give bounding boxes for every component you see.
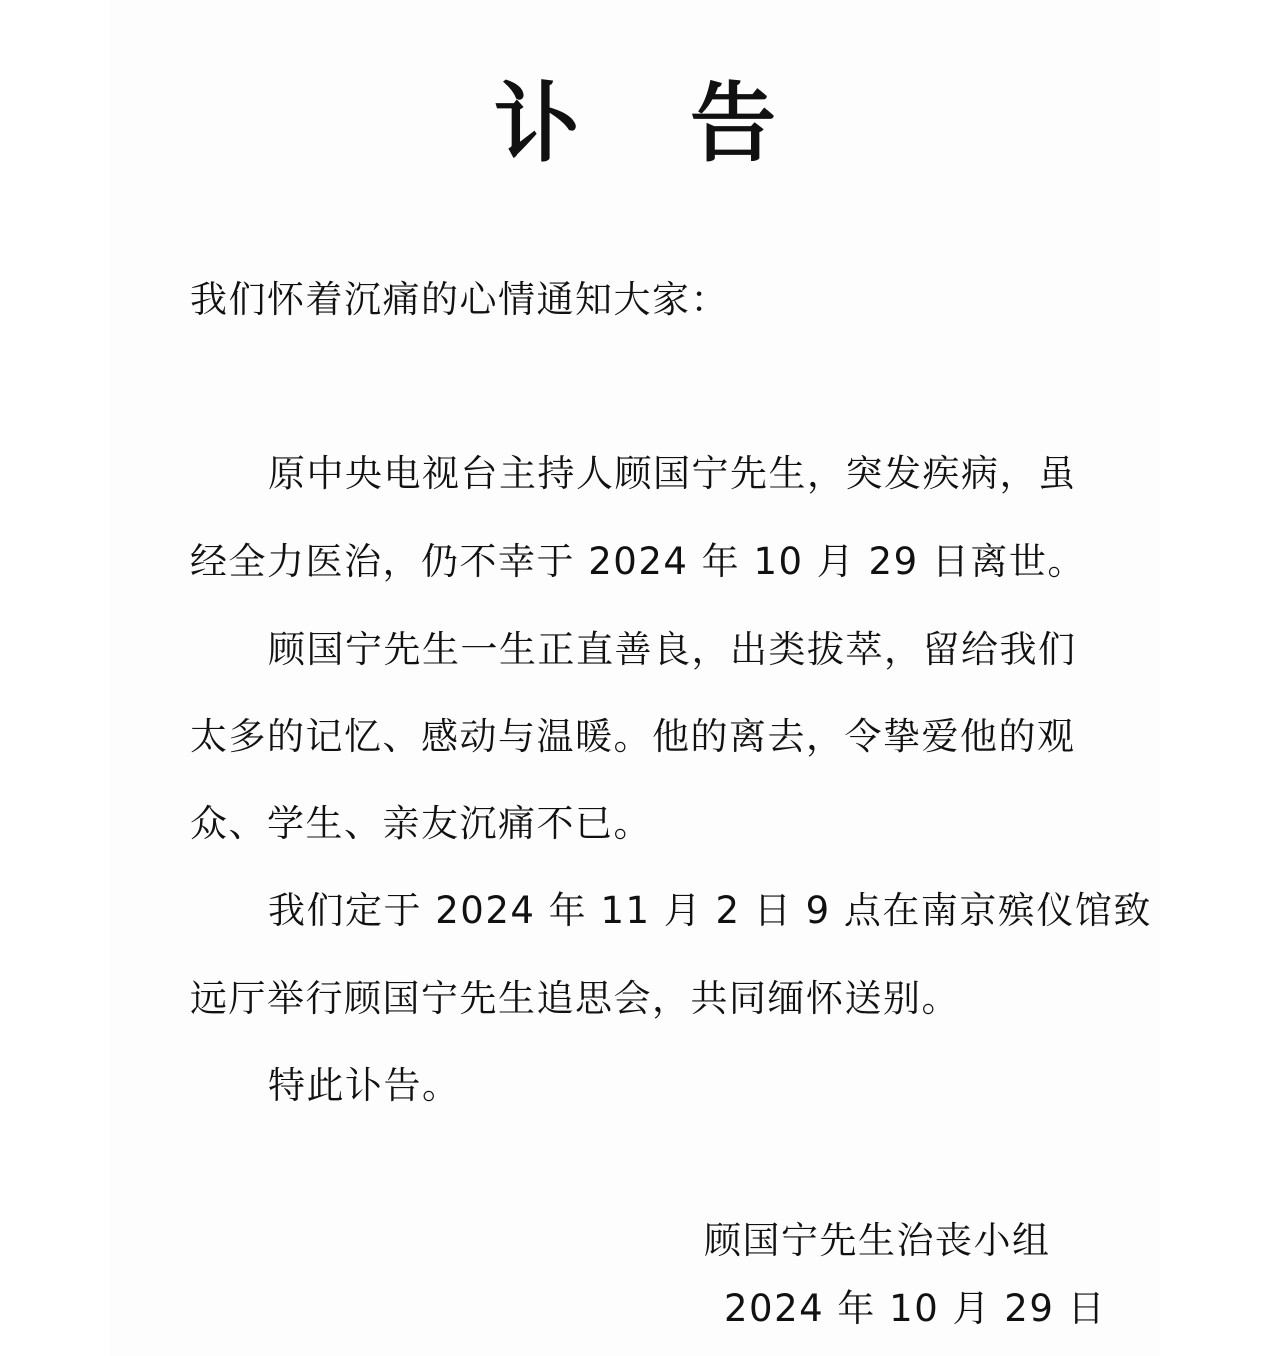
document-title: 讣 告 bbox=[494, 74, 816, 174]
paragraph-2-line-2: 太多的记忆、感动与温暖。他的离去，令挚爱他的观 bbox=[190, 715, 1076, 758]
paragraph-1-line-2: 经全力医治，仍不幸于 2024 年 10 月 29 日离世。 bbox=[190, 540, 1086, 583]
signature-date: 2024 年 10 月 29 日 bbox=[724, 1287, 1107, 1330]
signature: 顾国宁先生治丧小组 bbox=[704, 1219, 1051, 1262]
paragraph-3-line-1: 我们定于 2024 年 11 月 2 日 9 点在南京殡仪馆致 bbox=[268, 889, 1152, 932]
document-sheet bbox=[110, 0, 1160, 1356]
salutation: 我们怀着沉痛的心情通知大家： bbox=[190, 278, 729, 321]
page-margin-left bbox=[0, 0, 110, 1356]
page-margin-right bbox=[1160, 0, 1270, 1356]
closing-line: 特此讣告。 bbox=[268, 1064, 461, 1107]
paragraph-2-line-1: 顾国宁先生一生正直善良，出类拔萃，留给我们 bbox=[268, 628, 1077, 671]
paragraph-1-line-1: 原中央电视台主持人顾国宁先生，突发疾病，虽 bbox=[268, 452, 1077, 495]
paragraph-2-line-3: 众、学生、亲友沉痛不已。 bbox=[190, 802, 652, 845]
paragraph-3-line-2: 远厅举行顾国宁先生追思会，共同缅怀送别。 bbox=[190, 977, 960, 1020]
